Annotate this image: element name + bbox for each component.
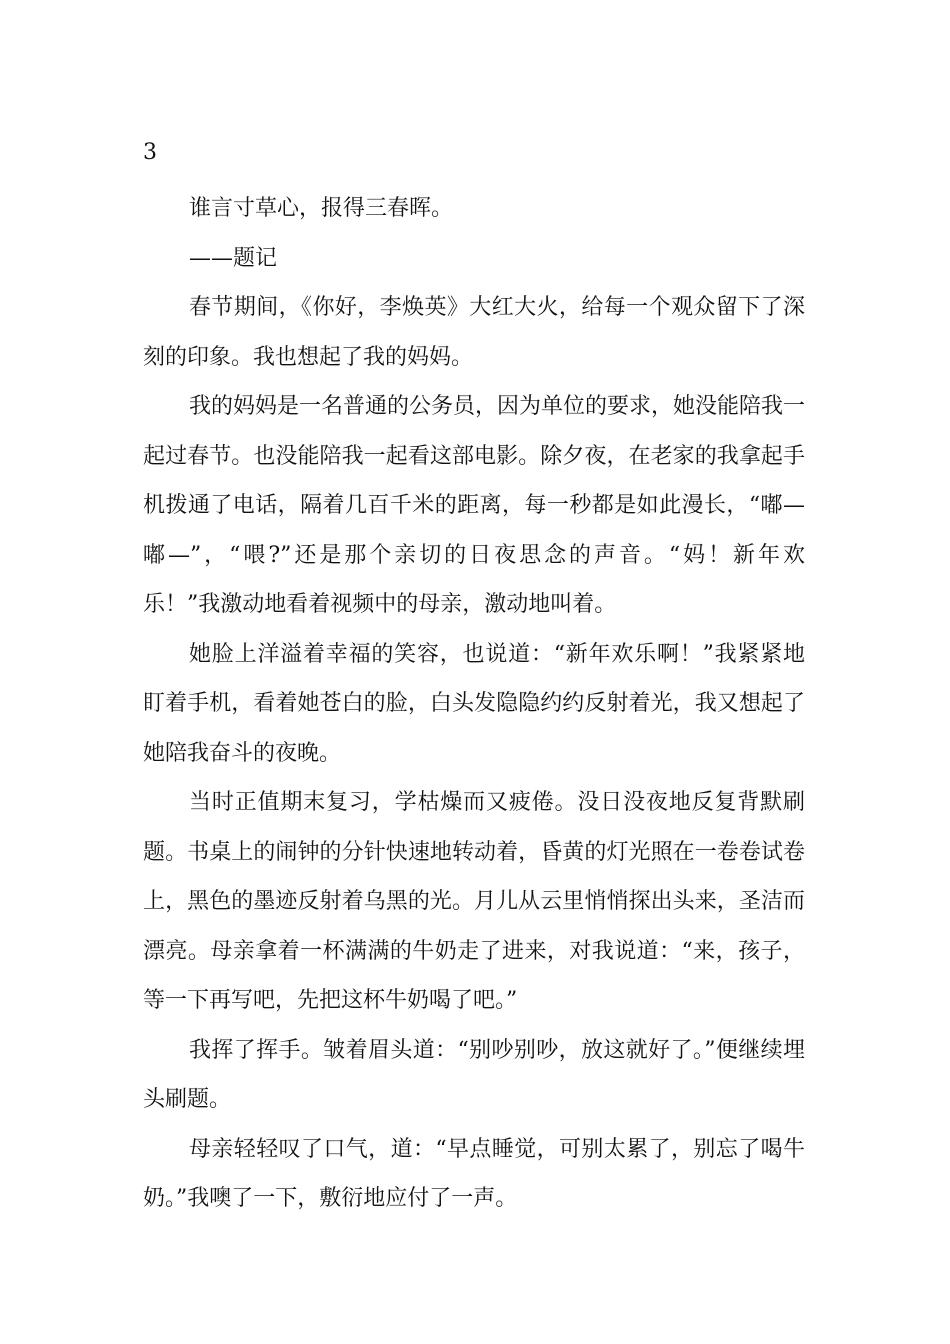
paragraph: 母亲轻轻叹了口气，道：“早点睡觉，可别太累了，别忘了喝牛奶。”我噢了一下，敷衍地应付了一声。 xyxy=(143,1136,805,1211)
paragraph: 我挥了挥手。皱着眉头道：“别吵别吵，放这就好了。”便继续埋头刷题。 xyxy=(143,1037,805,1112)
paragraph: 我的妈妈是一名普通的公务员，因为单位的要求，她没能陪我一起过春节。也没能陪我一起看这部电影。除夕夜，在老家的我拿起手机拨通了电话，隔着几百千米的距离，每一秒都是如此漫长，“嘟—嘟—”，“喂?”还是那个亲切的日夜思念的声音。“妈！新年欢乐！”我激动地看着视频中的母亲，激动地叫着。 xyxy=(143,394,806,617)
document-body xyxy=(143,184,805,1224)
paragraph: 她脸上洋溢着幸福的笑容，也说道：“新年欢乐啊！”我紧紧地盯着手机，看着她苍白的脸，白头发隐隐约约反射着光，我又想起了她陪我奋斗的夜晚。 xyxy=(143,641,805,766)
epigraph-line: 谁言寸草心，报得三春晖。 xyxy=(189,196,454,221)
paragraph: 当时正值期末复习，学枯燥而又疲倦。没日没夜地反复背默刷题。书桌上的闹钟的分针快速地转动着，昏黄的灯光照在一卷卷试卷上，黑色的墨迹反射着乌黑的光。月儿从云里悄悄探出头来，圣洁而漂亮。母亲拿着一杯满满的牛奶走了进来，对我说道：“来，孩子，等一下再写吧，先把这杯牛奶喝了吧。” xyxy=(143,790,805,1013)
paragraph: 春节期间，《你好，李焕英》大红大火，给每一个观众留下了深刻的印象。我也想起了我的妈妈。 xyxy=(143,295,805,370)
epigraph-attribution: ——题记 xyxy=(189,245,278,271)
page-number: 3 xyxy=(143,140,157,165)
